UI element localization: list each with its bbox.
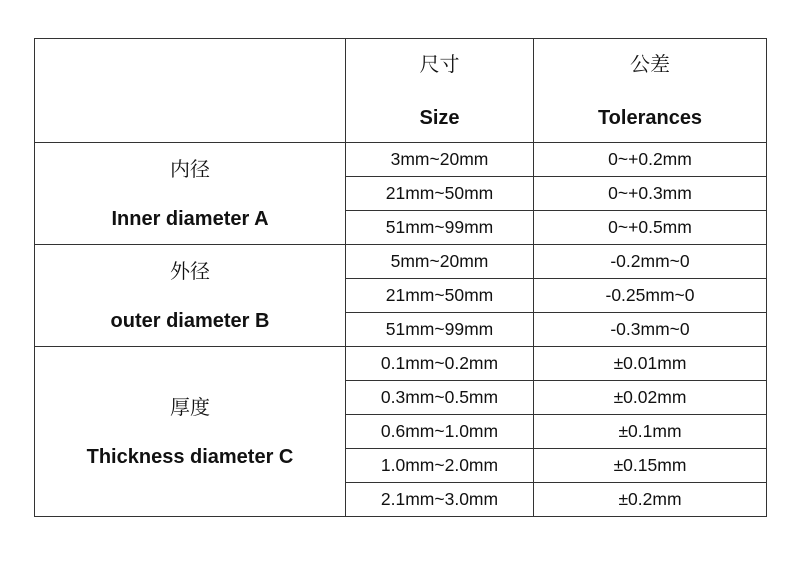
size-cell: 51mm~99mm [346,313,534,347]
size-cell: 21mm~50mm [346,279,534,313]
tolerance-table [34,38,767,517]
size-cell: 0.3mm~0.5mm [346,381,534,415]
table-row [35,143,767,177]
tolerance-cell: ±0.1mm [534,415,767,449]
tolerance-cell: ±0.15mm [534,449,767,483]
table-row [35,245,767,279]
size-cell: 3mm~20mm [346,143,534,177]
group-label-cell-outer [35,245,346,347]
header-tolerance-zh: 公差 [630,51,670,76]
group-label-cell-inner [35,143,346,245]
group-label-zh: 厚度 [170,394,210,419]
table-row [35,347,767,381]
header-row [35,39,767,143]
tolerance-cell: 0~+0.5mm [534,211,767,245]
size-cell: 0.6mm~1.0mm [346,415,534,449]
group-label-zh: 外径 [170,258,210,283]
size-cell: 51mm~99mm [346,211,534,245]
tolerance-cell: ±0.01mm [534,347,767,381]
header-size-en: Size [419,106,460,129]
size-cell: 1.0mm~2.0mm [346,449,534,483]
header-empty-cell [35,39,346,143]
header-tolerance-cell [534,39,767,143]
size-cell: 21mm~50mm [346,177,534,211]
group-label-en: Thickness diameter C [86,445,294,468]
header-size-zh: 尺寸 [419,51,460,76]
group-label-en: outer diameter B [110,309,270,332]
tolerance-cell: -0.3mm~0 [534,313,767,347]
size-cell: 2.1mm~3.0mm [346,483,534,517]
header-tolerance-en: Tolerances [597,106,703,129]
tolerance-cell: 0~+0.2mm [534,143,767,177]
size-cell: 5mm~20mm [346,245,534,279]
group-label-cell-thickness [35,347,346,517]
size-cell: 0.1mm~0.2mm [346,347,534,381]
tolerance-cell: ±0.2mm [534,483,767,517]
tolerance-cell: 0~+0.3mm [534,177,767,211]
tolerance-cell: -0.25mm~0 [534,279,767,313]
group-label-en: Inner diameter A [111,207,269,230]
group-label-zh: 内径 [170,156,210,181]
tolerance-cell: -0.2mm~0 [534,245,767,279]
tolerance-cell: ±0.02mm [534,381,767,415]
header-size-cell [346,39,534,143]
